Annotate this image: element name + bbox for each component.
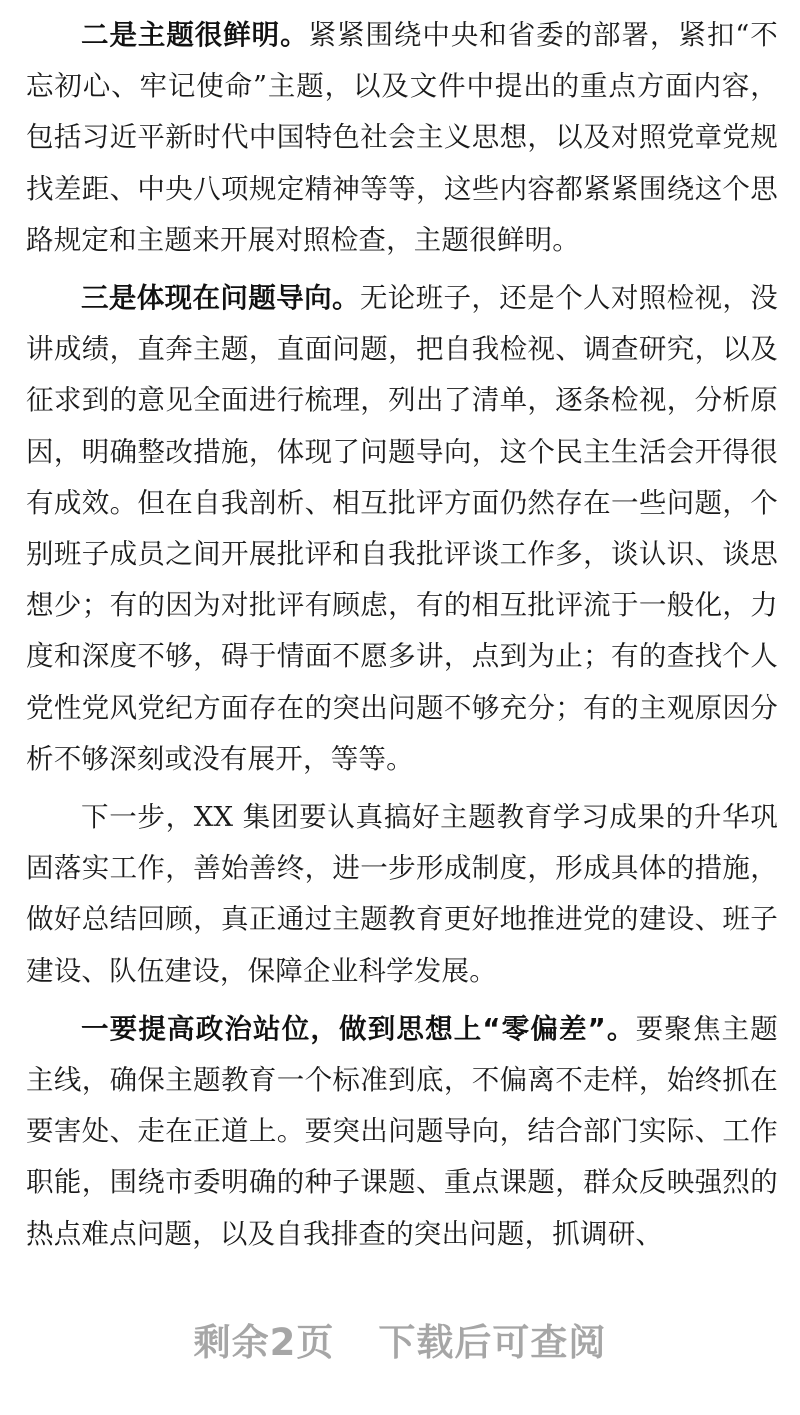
paragraph-lead: 二是主题很鲜明。 — [81, 19, 309, 51]
paragraph-theme — [26, 10, 778, 266]
document-page — [26, 10, 778, 1260]
paragraph-body: 无论班子，还是个人对照检视，没讲成绩，直奔主题，直面问题，把自我检视、调查研究，以及征求到的意见全面进行梳理，列出了清单，逐条检视，分析原因，明确整改措施，体现了问题导向，这个民主生活会开得很有成效。但在自我剖析、相互批评方面仍然存在一些问题，个别班子成员之间开展批评和自我批评谈工作多，谈认识、谈思想少；有的因为对批评有顾虑，有的相互批评流于一般化，力度和深度不够，碍于情面不愿多讲，点到为止；有的查找个人党性党风党纪方面存在的突出问题不够充分；有的主观原因分析不够深刻或没有展开，等等。 — [26, 282, 778, 775]
download-prompt-banner[interactable] — [0, 1312, 800, 1366]
paragraph-next-step — [26, 792, 778, 997]
paragraph-body: 下一步，XX 集团要认真搞好主题教育学习成果的升华巩固落实工作，善始善终，进一步形成制度，形成具体的措施，做好总结回顾，真正通过主题教育更好地推进党的建设、班子建设、队伍建设，保障企业科学发展。 — [26, 801, 778, 987]
paragraph-lead: 三是体现在问题导向。 — [81, 282, 360, 315]
paragraph-problem-orientation — [26, 273, 778, 785]
remaining-pages-label: 剩余2页 — [193, 1321, 335, 1364]
paragraph-lead: 一要提高政治站位，做到思想上“零偏差”。 — [81, 1012, 636, 1045]
download-to-view-label: 下载后可查阅 — [378, 1321, 607, 1364]
paragraph-political-stance — [26, 1004, 778, 1260]
paragraph-body: 要聚焦主题主线，确保主题教育一个标准到底，不偏离不走样，始终抓在要害处、走在正道上。要突出问题导向，结合部门实际、工作职能，围绕市委明确的种子课题、重点课题，群众反映强烈的热点难点问题，以及自我排查的突出问题，抓调研、 — [26, 1012, 778, 1250]
paragraph-body: 紧紧围绕中央和省委的部署，紧扣“不忘初心、牢记使命”主题，以及文件中提出的重点方面内容，包括习近平新时代中国特色社会主义思想，以及对照党章党规找差距、中央八项规定精神等等，这些内容都紧紧围绕这个思路规定和主题来开展对照检查，主题很鲜明。 — [26, 19, 778, 256]
